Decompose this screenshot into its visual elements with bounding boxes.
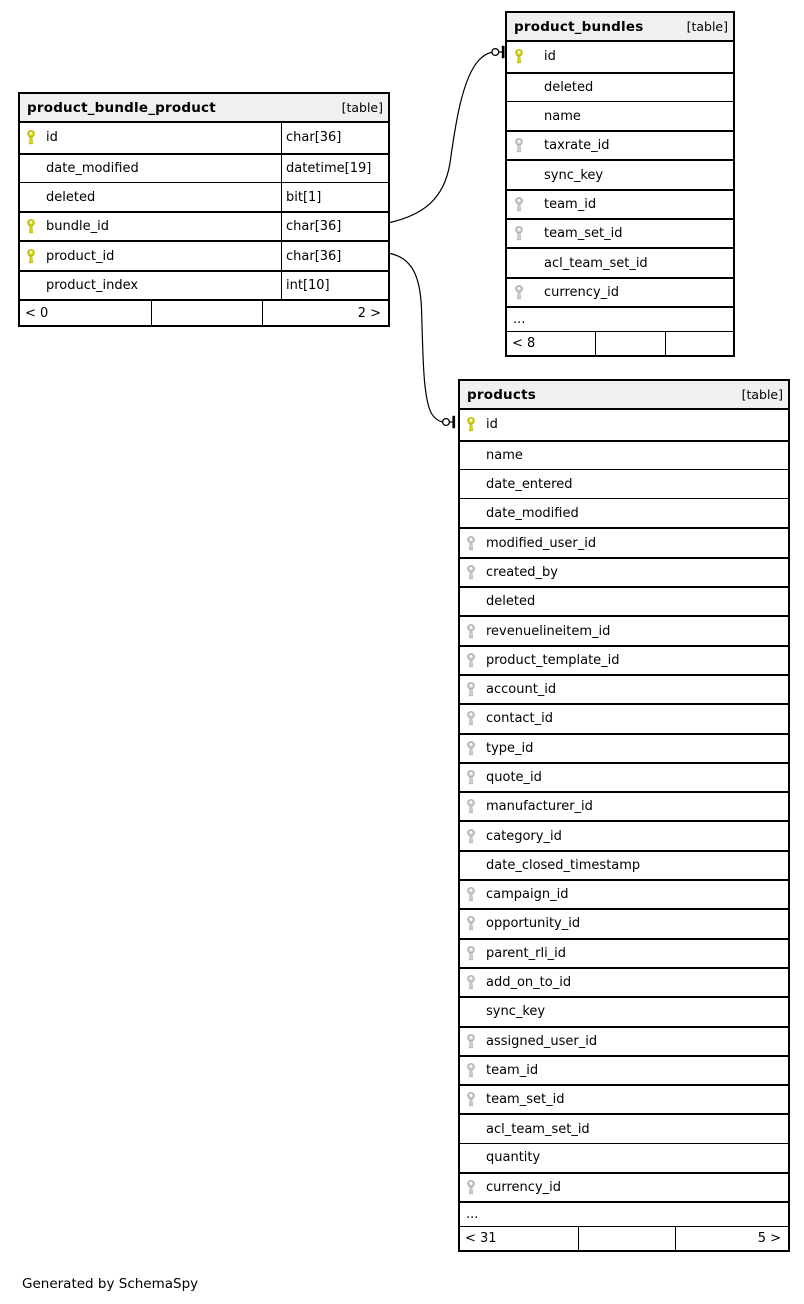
foreign-key-icon bbox=[466, 681, 486, 698]
relationship-bundle_id-to-product_bundles bbox=[390, 46, 505, 223]
column-name: deleted bbox=[486, 594, 536, 610]
footer-parents-count bbox=[665, 332, 733, 355]
table-tag: [table] bbox=[686, 19, 728, 35]
column-row-created_by bbox=[460, 557, 788, 586]
table-name: product_bundles bbox=[514, 18, 644, 35]
foreign-key-icon bbox=[466, 740, 486, 757]
column-name: name bbox=[486, 447, 523, 463]
foreign-key-icon bbox=[466, 710, 486, 727]
foreign-key-icon bbox=[466, 1062, 486, 1079]
column-name: modified_user_id bbox=[486, 535, 597, 551]
foreign-key-glyph bbox=[466, 915, 476, 932]
column-row-name bbox=[507, 101, 733, 130]
foreign-key-icon bbox=[514, 137, 544, 154]
column-name: quantity bbox=[486, 1150, 541, 1166]
column-row-manufacturer_id bbox=[460, 791, 788, 820]
foreign-key-glyph bbox=[466, 740, 476, 757]
column-row-modified_user_id bbox=[460, 527, 788, 556]
one-bar-marker bbox=[452, 416, 455, 428]
foreign-key-icon bbox=[514, 196, 544, 213]
table-tag: [table] bbox=[341, 100, 383, 116]
column-type: datetime[19] bbox=[281, 155, 388, 182]
foreign-key-icon bbox=[466, 1033, 486, 1050]
foreign-key-icon bbox=[466, 828, 486, 845]
column-type: char[36] bbox=[281, 123, 388, 152]
column-name: currency_id bbox=[544, 284, 620, 300]
column-list bbox=[460, 410, 788, 1226]
column-row-revenuelineitem_id bbox=[460, 615, 788, 644]
footer-spacer-cell bbox=[578, 1227, 675, 1250]
column-row-team_set_id bbox=[507, 218, 733, 247]
footer-spacer-cell bbox=[595, 332, 665, 355]
relationship-curve bbox=[390, 52, 492, 222]
foreign-key-glyph bbox=[466, 564, 476, 581]
generated-by-note: Generated by SchemaSpy bbox=[22, 1276, 199, 1292]
foreign-key-icon bbox=[466, 769, 486, 786]
column-name: id bbox=[486, 417, 498, 433]
primary-key-glyph bbox=[26, 218, 36, 235]
column-name: product_id bbox=[46, 248, 115, 264]
column-name: category_id bbox=[486, 828, 562, 844]
primary-key-icon bbox=[26, 129, 46, 146]
foreign-key-glyph bbox=[466, 710, 476, 727]
footer-parents-count: 5 > bbox=[675, 1227, 788, 1250]
column-name: revenuelineitem_id bbox=[486, 623, 611, 639]
column-name: account_id bbox=[486, 682, 557, 698]
column-name: acl_team_set_id bbox=[544, 255, 648, 271]
column-row-date_closed_timestamp bbox=[460, 850, 788, 879]
primary-key-glyph bbox=[26, 129, 36, 146]
column-row-date_entered bbox=[460, 469, 788, 498]
ellipsis-row: ... bbox=[507, 306, 733, 331]
foreign-key-glyph bbox=[514, 284, 524, 301]
column-name: assigned_user_id bbox=[486, 1033, 598, 1049]
primary-key-glyph bbox=[26, 248, 36, 265]
foreign-key-glyph bbox=[466, 535, 476, 552]
table-name: product_bundle_product bbox=[27, 99, 216, 116]
column-name: created_by bbox=[486, 564, 558, 580]
column-row-contact_id bbox=[460, 703, 788, 732]
footer-children-count: < 31 bbox=[465, 1231, 497, 1247]
column-row-acl_team_set_id bbox=[460, 1113, 788, 1142]
column-type: char[36] bbox=[281, 213, 388, 240]
column-name: id bbox=[544, 49, 556, 65]
foreign-key-icon bbox=[466, 798, 486, 815]
foreign-key-icon bbox=[514, 284, 544, 301]
column-row-deleted bbox=[460, 586, 788, 615]
foreign-key-glyph bbox=[466, 769, 476, 786]
column-type: bit[1] bbox=[281, 183, 388, 211]
column-row-product_index bbox=[20, 270, 388, 299]
column-name: opportunity_id bbox=[486, 916, 581, 932]
relationship-product_id-to-products bbox=[390, 254, 455, 429]
zero-circle-marker bbox=[492, 49, 499, 56]
column-row-taxrate_id bbox=[507, 130, 733, 159]
foreign-key-icon bbox=[466, 1091, 486, 1108]
column-name: contact_id bbox=[486, 711, 554, 727]
table-header bbox=[460, 381, 788, 410]
foreign-key-icon bbox=[466, 974, 486, 991]
column-row-account_id bbox=[460, 674, 788, 703]
foreign-key-glyph bbox=[514, 137, 524, 154]
column-type: int[10] bbox=[281, 272, 388, 299]
table-header bbox=[20, 94, 388, 123]
column-name: manufacturer_id bbox=[486, 799, 593, 815]
column-row-currency_id bbox=[460, 1172, 788, 1201]
foreign-key-glyph bbox=[466, 798, 476, 815]
table-product_bundles[interactable] bbox=[505, 11, 735, 357]
footer-children-count: < 0 bbox=[25, 305, 49, 321]
column-row-team_id bbox=[460, 1055, 788, 1084]
column-row-parent_rli_id bbox=[460, 938, 788, 967]
ellipsis-row: ... bbox=[460, 1201, 788, 1226]
column-name: id bbox=[46, 130, 58, 146]
column-row-campaign_id bbox=[460, 879, 788, 908]
column-name: currency_id bbox=[486, 1180, 562, 1196]
footer-spacer-cell bbox=[151, 301, 262, 325]
column-row-id bbox=[460, 410, 788, 439]
table-footer bbox=[20, 299, 388, 325]
column-row-bundle_id bbox=[20, 211, 388, 240]
column-row-sync_key bbox=[507, 159, 733, 188]
column-name: sync_key bbox=[544, 167, 604, 183]
foreign-key-glyph bbox=[514, 196, 524, 213]
primary-key-icon bbox=[26, 248, 46, 265]
column-row-product_id bbox=[20, 240, 388, 269]
foreign-key-glyph bbox=[466, 945, 476, 962]
foreign-key-icon bbox=[466, 1179, 486, 1196]
footer-parents-count: 2 > bbox=[262, 301, 388, 325]
foreign-key-icon bbox=[466, 535, 486, 552]
table-product_bundle_product[interactable] bbox=[18, 92, 390, 327]
table-header bbox=[507, 13, 733, 42]
column-row-deleted bbox=[507, 72, 733, 101]
column-row-product_template_id bbox=[460, 645, 788, 674]
foreign-key-glyph bbox=[466, 828, 476, 845]
foreign-key-glyph bbox=[466, 1033, 476, 1050]
column-row-deleted bbox=[20, 182, 388, 211]
primary-key-icon bbox=[466, 416, 486, 433]
foreign-key-icon bbox=[514, 225, 544, 242]
column-name: quote_id bbox=[486, 770, 542, 785]
footer-children-count: < 8 bbox=[512, 335, 536, 351]
column-row-date_modified bbox=[460, 498, 788, 527]
foreign-key-glyph bbox=[466, 1062, 476, 1079]
foreign-key-glyph bbox=[466, 681, 476, 698]
column-row-date_modified bbox=[20, 153, 388, 182]
column-row-sync_key bbox=[460, 996, 788, 1025]
primary-key-icon bbox=[26, 218, 46, 235]
column-name: type_id bbox=[486, 740, 534, 756]
column-row-id bbox=[507, 42, 733, 71]
column-name: taxrate_id bbox=[544, 138, 610, 154]
column-name: date_entered bbox=[486, 476, 573, 492]
column-name: deleted bbox=[544, 79, 594, 95]
foreign-key-icon bbox=[466, 623, 486, 640]
foreign-key-glyph bbox=[466, 1179, 476, 1196]
column-row-team_id bbox=[507, 189, 733, 218]
column-name: product_index bbox=[46, 277, 139, 293]
table-products[interactable] bbox=[458, 379, 790, 1252]
column-name: add_on_to_id bbox=[486, 975, 572, 991]
table-name: products bbox=[467, 386, 536, 403]
column-name: sync_key bbox=[486, 1004, 546, 1020]
column-row-quote_id bbox=[460, 762, 788, 791]
primary-key-glyph bbox=[466, 416, 476, 433]
column-row-add_on_to_id bbox=[460, 967, 788, 996]
primary-key-icon bbox=[514, 48, 544, 65]
column-name: acl_team_set_id bbox=[486, 1121, 590, 1137]
column-name: deleted bbox=[46, 189, 96, 205]
column-row-quantity bbox=[460, 1143, 788, 1172]
column-name: team_id bbox=[486, 1062, 539, 1078]
foreign-key-glyph bbox=[466, 652, 476, 669]
column-row-name bbox=[460, 440, 788, 469]
column-list bbox=[20, 123, 388, 299]
primary-key-glyph bbox=[514, 48, 524, 65]
foreign-key-glyph bbox=[466, 1091, 476, 1108]
foreign-key-icon bbox=[466, 915, 486, 932]
column-row-opportunity_id bbox=[460, 908, 788, 937]
column-row-id bbox=[20, 123, 388, 152]
column-name: date_modified bbox=[486, 505, 579, 521]
column-name: date_modified bbox=[46, 160, 139, 176]
column-row-type_id bbox=[460, 733, 788, 762]
column-row-team_set_id bbox=[460, 1084, 788, 1113]
foreign-key-glyph bbox=[466, 886, 476, 903]
column-name: team_id bbox=[544, 196, 597, 212]
column-name: date_closed_timestamp bbox=[486, 857, 641, 873]
foreign-key-icon bbox=[466, 945, 486, 962]
foreign-key-glyph bbox=[466, 974, 476, 991]
table-footer bbox=[460, 1226, 788, 1250]
foreign-key-glyph bbox=[514, 225, 524, 242]
foreign-key-icon bbox=[466, 564, 486, 581]
column-row-assigned_user_id bbox=[460, 1026, 788, 1055]
foreign-key-glyph bbox=[466, 623, 476, 640]
column-row-acl_team_set_id bbox=[507, 247, 733, 276]
column-name: campaign_id bbox=[486, 887, 569, 903]
foreign-key-icon bbox=[466, 886, 486, 903]
column-list bbox=[507, 42, 733, 331]
column-name: name bbox=[544, 108, 581, 124]
column-name: bundle_id bbox=[46, 219, 109, 235]
table-footer bbox=[507, 331, 733, 355]
relationship-curve bbox=[390, 254, 442, 422]
column-row-currency_id bbox=[507, 277, 733, 306]
foreign-key-icon bbox=[466, 652, 486, 669]
column-name: product_template_id bbox=[486, 652, 620, 668]
column-name: team_set_id bbox=[486, 1092, 565, 1108]
zero-circle-marker bbox=[443, 419, 450, 426]
column-row-category_id bbox=[460, 820, 788, 849]
table-tag: [table] bbox=[741, 387, 783, 403]
column-type: char[36] bbox=[281, 242, 388, 269]
column-name: team_set_id bbox=[544, 226, 623, 242]
column-name: parent_rli_id bbox=[486, 945, 567, 961]
